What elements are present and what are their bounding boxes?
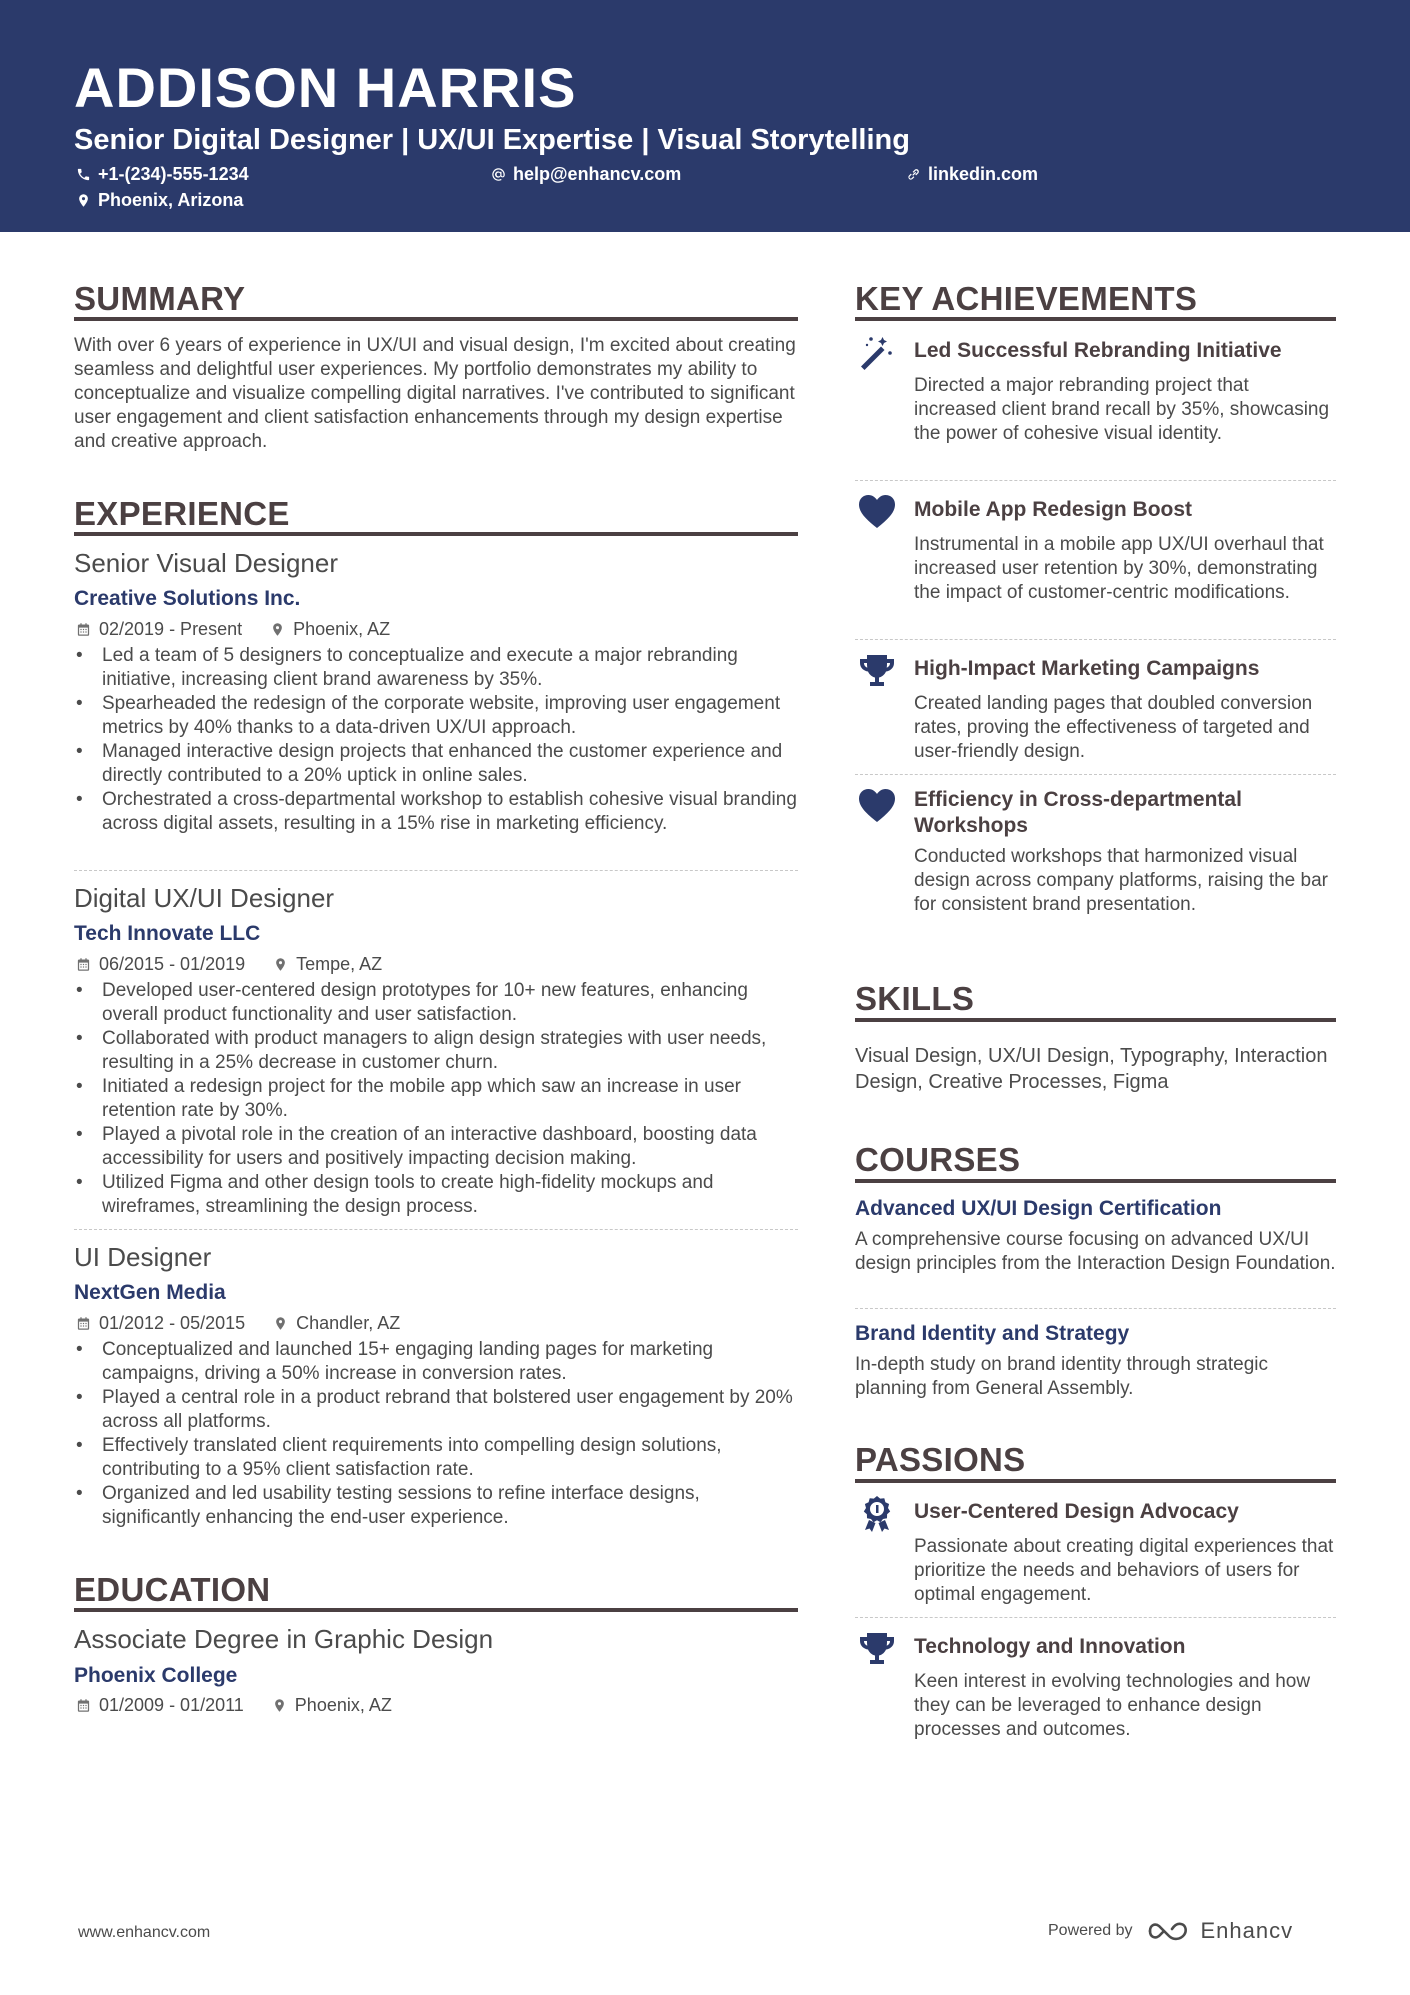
job-dates: 02/2019 - Present [99,619,243,639]
calendar-icon [76,1316,91,1331]
experience-heading: EXPERIENCE [74,495,290,532]
at-sign-icon [491,167,506,182]
job-dates: 01/2012 - 05/2015 [99,1313,246,1333]
passions-heading: PASSIONS [855,1441,1026,1478]
headline: Senior Digital Designer | UX/UI Expertise | Visual Storytelling [74,124,910,156]
education-heading: EDUCATION [74,1571,271,1608]
job-separator [74,870,798,871]
powered-by-label: Powered by [1048,1922,1133,1939]
list-item: • Played a central role in a product rebrand that bolstered user engagement by 20% across all platforms. [74,1386,798,1434]
magic-wand-icon [857,333,897,373]
list-item: • Conceptualized and launched 15+ engaging landing pages for marketing campaigns, driving a 50% increase in conversion rates. [74,1338,798,1386]
education-dates: 01/2009 - 01/2011 [99,1695,244,1715]
job-company: Tech Innovate LLC [74,922,261,945]
candidate-name: ADDISON HARRIS [74,56,577,119]
course-title: Advanced UX/UI Design Certification [855,1197,1222,1220]
degree: Associate Degree in Graphic Design [74,1624,494,1654]
skills-heading: SKILLS [855,980,975,1017]
job-bullets [74,644,798,836]
experience-divider [74,532,798,536]
brand-logo [1147,1918,1294,1944]
list-item: • Effectively translated client requirements into compelling design solutions, contributing to a 95% client satisfaction rate. [74,1434,798,1482]
skills-list: Visual Design, UX/UI Design, Typography, Interaction Design, Creative Processes, Figma [855,1045,1328,1093]
course-title: Brand Identity and Strategy [855,1322,1130,1345]
location-pin-icon [273,1316,288,1331]
contact-location [76,191,243,209]
achievements-heading: KEY ACHIEVEMENTS [855,280,1198,317]
course-desc: A comprehensive course focusing on advanced UX/UI design principles from the Interaction Design Foundation. [855,1229,1336,1274]
list-item: • Led a team of 5 designers to conceptualize and execute a major rebranding initiative, increasing client brand awareness by 35%. [74,644,798,692]
trophy-icon [857,1629,897,1669]
job-meta [76,955,800,973]
summary-text: With over 6 years of experience in UX/UI and visual design, I'm excited about creating seamless and delightful user experiences. My portfolio demonstrates my ability to conceptualize and visualize compelling digital narratives. I've contributed to significant user engagement and client satisfaction enhancements through my design expertise and creative approach. [74,335,796,452]
education-location: Phoenix, AZ [294,1695,392,1715]
heart-icon [857,786,897,826]
job-bullets [74,979,798,1219]
calendar-icon [76,622,91,637]
job-role: UI Designer [74,1242,212,1272]
footer-website[interactable]: www.enhancv.com [78,1924,211,1941]
summary-heading: SUMMARY [74,280,246,317]
phone-text: +1-(234)-555-1234 [98,164,249,184]
job-location: Tempe, AZ [296,954,383,974]
achievement-desc: Created landing pages that doubled conversion rates, proving the effectiveness of targeted and user-friendly design. [914,693,1313,762]
skills-divider [855,1018,1336,1022]
job-meta [76,620,800,638]
contact-linkedin[interactable] [906,165,1038,183]
school: Phoenix College [74,1664,238,1687]
location-pin-icon [270,622,285,637]
achievement-separator [855,774,1336,775]
contact-email[interactable] [491,165,681,183]
location-pin-icon [272,1698,287,1713]
award-ribbon-icon [857,1494,897,1534]
summary-divider [74,317,798,321]
achievement-desc: Instrumental in a mobile app UX/UI overhaul that increased user retention by 30%, demonstrating the impact of customer-centric modifications. [914,534,1324,603]
achievement-title: High-Impact Marketing Campaigns [914,657,1260,680]
achievements-divider [855,317,1336,321]
achievement-title: Led Successful Rebranding Initiative [914,339,1282,362]
email-text: help@enhancv.com [513,164,682,184]
link-icon [906,167,921,182]
list-item: • Collaborated with product managers to align design strategies with user needs, resulting in a 25% decrease in customer churn. [74,1027,798,1075]
enhancv-logo-icon [1147,1920,1193,1942]
list-item: • Orchestrated a cross-departmental workshop to establish cohesive visual branding across digital assets, resulting in a 15% rise in marketing efficiency. [74,788,798,836]
calendar-icon [76,1698,91,1713]
passion-title: User-Centered Design Advocacy [914,1500,1239,1523]
job-location: Chandler, AZ [296,1313,401,1333]
passion-separator [855,1617,1336,1618]
list-item: • Spearheaded the redesign of the corporate website, improving user engagement metrics by 40% thanks to a data-driven UX/UI approach. [74,692,798,740]
education-meta [76,1696,800,1714]
job-meta [76,1314,800,1332]
linkedin-text: linkedin.com [928,164,1039,184]
passion-desc: Keen interest in evolving technologies and how they can be leveraged to enhance design processes and outcomes. [914,1671,1311,1740]
achievement-separator [855,480,1336,481]
calendar-icon [76,957,91,972]
trophy-icon [857,651,897,691]
job-role: Senior Visual Designer [74,548,338,578]
list-item: • Played a pivotal role in the creation of an interactive dashboard, boosting data accessibility for users and positively impacting decision making. [74,1123,798,1171]
achievement-title: Efficiency in Cross-departmental Workshops [914,788,1242,837]
course-separator [855,1308,1336,1309]
resume-header [0,0,1410,232]
job-company: NextGen Media [74,1281,226,1304]
passion-title: Technology and Innovation [914,1635,1186,1658]
achievement-desc: Directed a major rebranding project that increased client brand recall by 35%, showcasing the power of cohesive visual identity. [914,375,1330,444]
job-role: Digital UX/UI Designer [74,883,335,913]
job-dates: 06/2015 - 01/2019 [99,954,246,974]
education-divider [74,1608,798,1612]
courses-divider [855,1179,1336,1183]
passion-desc: Passionate about creating digital experiences that prioritize the needs and behaviors of users for optimal engagement. [914,1536,1334,1605]
location-text: Phoenix, Arizona [98,190,244,210]
brand-name: Enhancv [1200,1918,1294,1943]
passions-divider [855,1479,1336,1483]
courses-heading: COURSES [855,1141,1021,1178]
location-pin-icon [273,957,288,972]
job-company: Creative Solutions Inc. [74,587,301,610]
achievement-separator [855,639,1336,640]
list-item: • Utilized Figma and other design tools to create high-fidelity mockups and wireframes, streamlining the design process. [74,1171,798,1219]
achievement-title: Mobile App Redesign Boost [914,498,1193,521]
list-item: • Organized and led usability testing sessions to refine interface designs, significantly enhancing the end-user experience. [74,1482,798,1530]
list-item: • Developed user-centered design prototypes for 10+ new features, enhancing overall product functionality and user satisfaction. [74,979,798,1027]
contact-phone[interactable] [76,165,249,183]
job-bullets [74,1338,798,1530]
footer-branding [1048,1918,1293,1944]
job-separator [74,1229,798,1230]
list-item: • Initiated a redesign project for the mobile app which saw an increase in user retention rate by 30%. [74,1075,798,1123]
achievement-desc: Conducted workshops that harmonized visual design across company platforms, raising the bar for consistent brand presentation. [914,846,1328,915]
job-location: Phoenix, AZ [293,619,391,639]
heart-icon [857,492,897,532]
phone-icon [76,167,91,182]
location-pin-icon [76,193,91,208]
list-item: • Managed interactive design projects that enhanced the customer experience and directly contributed to a 20% uptick in online sales. [74,740,798,788]
course-desc: In-depth study on brand identity through strategic planning from General Assembly. [855,1354,1268,1399]
